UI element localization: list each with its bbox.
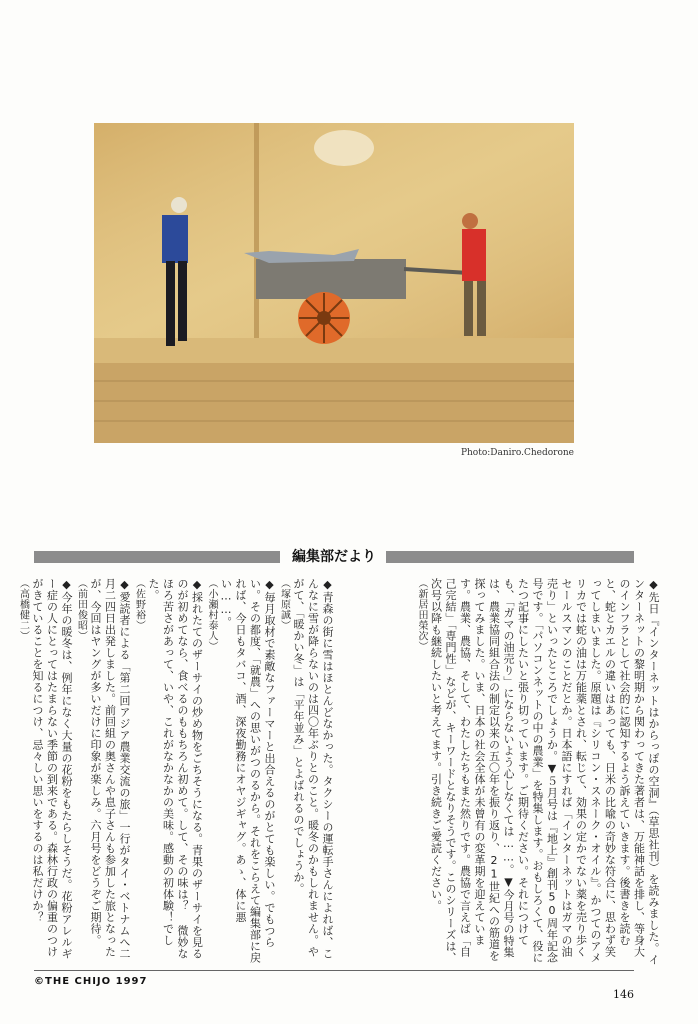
photo-fish-cart-icon <box>94 123 574 443</box>
editorial-paragraph: ◆今年の暖冬は、例年になく大量の花粉をもたらしそうだ。花粉アレルギー症の人にとってはたまらない季節の到来である。森林行政の偏重のつけがきていることを知るにつけ、忌々しい思いをするのは私だけか？ <box>31 578 73 960</box>
photo-credit: Photo:Daniro.Chedorone <box>460 448 574 458</box>
section-header <box>34 548 634 566</box>
author-signature: （前田俊昭） <box>75 578 87 641</box>
section-title: 編集部だより <box>292 549 376 565</box>
footer-divider <box>34 970 634 971</box>
page-number: 146 <box>613 988 634 1001</box>
author-signature: （佐野裕） <box>133 578 145 631</box>
cover-photo <box>94 123 574 443</box>
author-signature: （高橋健二） <box>17 578 29 641</box>
editorial-paragraph: ◆先日『インターネットはからっぽの空洞』（草思社刊）を読みました。インターネットの黎明期から関わってきた著者は、万能神話を排し、等身大のインフラとして社会的に認知するよう訴えていきます。後書きを読むと、蛇とカエルの違いはあっても、日米の比喩の奇妙な符合に、思わず笑ってしまいました。原題は『シリコン・スネーク・オイル』。かつてのアメリカでは蛇の油は万能薬とされ、転じて、効果の定かでない薬を売り歩くセールスマンのことだとか。日本語にすれば「インターネットはガマの油売り」といったところでしょうか。▼５月号は『地上』創刊50周年記念号です。「パソコンネットの中の農業」を特集します。おもしろくて、役にたつ記事にしたいと張り切っています。ご期待ください。それにつけても、「ガマの油売り」にならないよう心しなくては……。▼今月号の特集は、農業協同組合法の制定以来の五〇年を振り返り、21世紀への筋道を探ってみました。いま、日本の社会全体が未曾有の変革期を迎えています。農業、農協、そして、わたしたちもまた然りです。農協で言えば「自己完結」「専門性」などが、キーワードとなりそうです。このシリーズは、次号以降も継続したいと考えてます。引き続きご愛読ください。 <box>429 578 660 966</box>
header-bar-right <box>386 551 634 563</box>
header-bar-left <box>34 551 280 563</box>
author-signature: （小瀬村泰人） <box>206 578 217 652</box>
editorial-paragraph: ◆青森の街に雪はほとんどなかった。タクシーの運転手さんによれば、こんなに雪が降らないのは四〇年ぶりとのこと。暖冬のかもしれません。やがて、「暖かい冬」は「平年並み」とよばれるのでしょうか。 <box>292 578 334 960</box>
editorial-paragraph: ◆愛読者による「第二回アジア農業交流の旅」一行がタイ・ベトナムへ二月二四日出発しました。前回組の奥さんや息子さんも参加した旅となったが、今回はヤングが多いだけに印象が楽しみ。六月号をどうぞご期待。 <box>89 578 131 960</box>
copyright: ©THE CHIJO 1997 <box>34 976 148 987</box>
editorial-paragraph: ◆毎月取材で素敵なファーマーと出合えるのがとても楽しい。でもつらい。その都度、「就農」への思いがつのるから。それをこらえて編集部に戻れば、今日もタバコ、酒、深夜勤務にオヤジギャグ。あゝ、体に悪い……。 <box>219 578 276 964</box>
author-signature: （塚原誠） <box>278 578 290 631</box>
editorial-paragraph: ◆採れたてのザーサイの炒め物をごちそうになる。青果のザーサイを見るのが初めてなら、食べるのももちろん初めて。して、その味は？ 微妙なほろ苦さがあって、いや、これがなかなかの美味。感動の初体験！でした。 <box>147 578 204 960</box>
author-signature: （新居田榮次） <box>416 578 427 652</box>
editorial-column-left <box>17 578 334 966</box>
editorial-column-right <box>366 578 660 966</box>
